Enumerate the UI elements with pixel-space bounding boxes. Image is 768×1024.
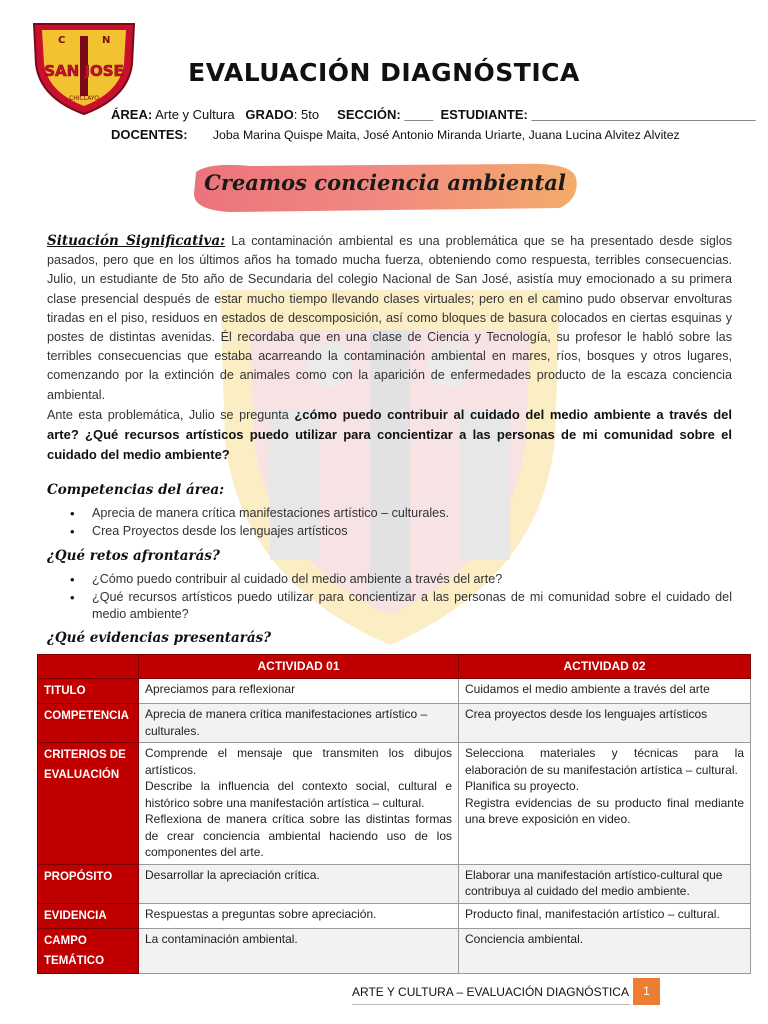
table-row [38, 704, 751, 743]
criterio-line: Describe la influencia del contexto social, cultural e histórico sobre una manifestación artística – cultural. [145, 779, 452, 810]
table-cell: Apreciamos para reflexionar [139, 679, 459, 704]
docentes-label: DOCENTES: [111, 127, 188, 142]
situacion-label: Situación Significativa: [47, 233, 226, 249]
row-header-competencia: COMPETENCIA [38, 704, 139, 743]
row-header-evidencia: EVIDENCIA [38, 903, 139, 928]
table-corner-cell [38, 655, 139, 679]
table-cell: Conciencia ambiental. [459, 928, 751, 973]
competencias-list [70, 505, 732, 540]
row-header-criterios: CRITERIOS DE EVALUACIÓN [38, 743, 139, 865]
logo-place: CHICLAYO [69, 95, 99, 102]
situacion-text: La contaminación ambiental es una problemática que se ha presentado desde siglos pasados, pero que en los últimos años ha tomado mucha fuerza, obteniendo como respuesta, terribles consecuencias. Julio, un estudiante de 5to año de Secundaria del colegio Nacional de San José, asistía muy emocionado a su primera clase presencial después de estar mucho tiempo llevando clases virtuales; pero en el camino pudo observar envolturas tiradas en el piso, residuos en estados de descomposición, así como bloques de basura colocados en ciertas esquinas y postes de distintas avenidas. Él recordaba que en una clase de Ciencia y Tecnología, su profesor le habló sobre las terribles consecuencias que estaba acarreando la contaminación ambiental en mares, ríos, bosques y otros lugares, comenzando por la extinción de animales como con la aparición de enfermedades producto de la escaza conciencia ambiental. [47, 234, 733, 402]
footer-text: ARTE Y CULTURA – EVALUACIÓN DIAGNÓSTICA [352, 985, 629, 999]
list-item: • Crea Proyectos desde los lenguajes artísticos [70, 523, 732, 541]
table-cell: Producto final, manifestación artístico – cultural. [459, 903, 751, 928]
row-header-titulo: TITULO [38, 679, 139, 704]
retos-title: ¿Qué retos afrontarás? [47, 548, 220, 564]
table-cell: Respuestas a preguntas sobre apreciación. [139, 903, 459, 928]
table-cell: Crea proyectos desde los lenguajes artísticos [459, 704, 751, 743]
list-item: • Aprecia de manera crítica manifestaciones artístico – culturales. [70, 505, 732, 523]
list-item: • ¿Cómo puedo contribuir al cuidado del medio ambiente a través del arte? [70, 571, 732, 589]
criterio-line: Selecciona materiales y técnicas para la elaboración de su manifestación artística – cultural. [465, 746, 744, 777]
table-row [38, 928, 751, 973]
area-label: ÁREA: [111, 107, 153, 122]
col-header-actividad-01: ACTIVIDAD 01 [139, 655, 459, 679]
header-line-1 [111, 107, 756, 122]
table-row [38, 743, 751, 865]
footer-divider [352, 1004, 630, 1005]
page-number-badge: 1 [633, 978, 660, 1005]
header-line-2 [111, 127, 680, 142]
logo-letter-c: C [58, 35, 66, 46]
evaluation-table [37, 654, 751, 974]
table-cell: Aprecia de manera crítica manifestaciones artístico – culturales. [139, 704, 459, 743]
retos-list [70, 571, 732, 624]
row-header-campo: CAMPO TEMÁTICO [38, 928, 139, 973]
evidencias-title: ¿Qué evidencias presentarás? [47, 630, 272, 646]
situacion-paragraph [47, 232, 732, 465]
table-row [38, 864, 751, 903]
criterio-line: Reflexiona de manera crítica sobre las distintas formas de crear conciencia ambiental haciendo uso de los componentes del arte. [145, 812, 452, 859]
table-header-row [38, 655, 751, 679]
table-cell: La contaminación ambiental. [139, 928, 459, 973]
document-title: EVALUACIÓN DIAGNÓSTICA [188, 58, 580, 87]
criterio-line: Registra evidencias de su producto final mediante una breve exposición en video. [465, 795, 744, 826]
competencias-title: Competencias del área: [47, 482, 225, 498]
table-cell [459, 743, 751, 865]
table-cell: Cuidamos el medio ambiente a través del arte [459, 679, 751, 704]
criterio-line: Comprende el mensaje que transmiten los dibujos artísticos. [145, 746, 452, 777]
col-header-actividad-02: ACTIVIDAD 02 [459, 655, 751, 679]
logo-letter-n: N [102, 35, 111, 46]
table-row [38, 679, 751, 704]
grado-value: : 5to [293, 107, 320, 122]
situacion-question: ¿cómo puedo contribuir al cuidado del medio ambiente a través del arte? ¿Qué recursos artísticos puedo utilizar para concientizar a las personas de mi comunidad sobre el cuidado del medio ambiente? [47, 406, 732, 463]
seccion-label: SECCIÓN: ____ [337, 107, 434, 122]
estudiante-label: ESTUDIANTE: _______________________________ [440, 107, 756, 122]
area-value: Arte y Cultura [155, 107, 235, 122]
list-item: • ¿Qué recursos artísticos puedo utilizar para concientizar a las personas de mi comunidad sobre el cuidado del medio ambiente? [70, 589, 732, 624]
criterio-line: Planifica su proyecto. [465, 779, 580, 793]
table-row [38, 903, 751, 928]
situacion-text-2: Ante esta problemática, Julio se pregunta [47, 407, 289, 422]
table-cell: Elaborar una manifestación artístico-cultural que contribuya al cuidado del medio ambiente. [459, 864, 751, 903]
table-cell [139, 743, 459, 865]
row-header-proposito: PROPÓSITO [38, 864, 139, 903]
banner-title: Creamos conciencia ambiental [204, 170, 566, 195]
grado-label: GRADO [245, 107, 294, 122]
docentes-value: Joba Marina Quispe Maita, José Antonio Miranda Uriarte, Juana Lucina Alvitez Alvitez [212, 128, 680, 142]
logo-name: SAN JOSE [44, 62, 124, 80]
table-cell: Desarrollar la apreciación crítica. [139, 864, 459, 903]
